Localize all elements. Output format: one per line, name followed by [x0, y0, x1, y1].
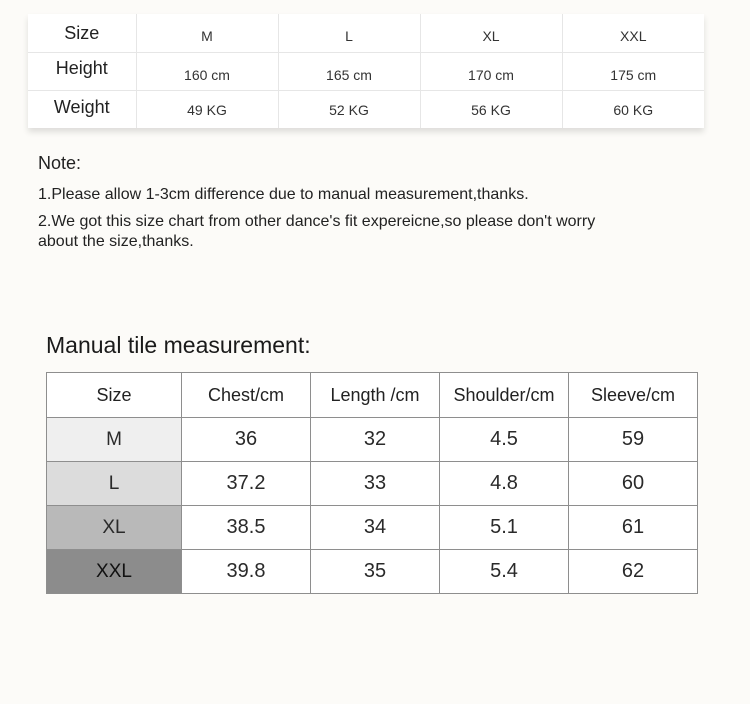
- measurement-header-row: [47, 373, 698, 418]
- chest-cell: 36: [182, 418, 311, 462]
- length-cell: 33: [311, 462, 440, 506]
- size-table: [28, 14, 704, 128]
- size-label-cell: L: [47, 462, 182, 506]
- size-label-cell: XXL: [47, 550, 182, 594]
- table-row: [47, 418, 698, 462]
- size-row-label: Size: [28, 14, 136, 53]
- column-header: Chest/cm: [182, 373, 311, 418]
- height-cell: 165 cm: [278, 53, 420, 91]
- chest-cell: 39.8: [182, 550, 311, 594]
- size-cell: L: [278, 14, 420, 53]
- weight-cell: 60 KG: [613, 101, 654, 118]
- height-row: [28, 53, 704, 91]
- table-row: [47, 462, 698, 506]
- shoulder-cell: 4.5: [440, 418, 569, 462]
- measurement-title: Manual tile measurement:: [46, 332, 311, 358]
- weight-cell: 49 KG: [136, 91, 278, 129]
- column-header: Size: [47, 373, 182, 418]
- length-cell: 35: [311, 550, 440, 594]
- note-title: Note:: [38, 153, 82, 173]
- weight-row-label: Weight: [28, 91, 136, 129]
- size-row: [28, 14, 704, 53]
- table-row: [47, 550, 698, 594]
- shoulder-cell: 4.8: [440, 462, 569, 506]
- column-header: Sleeve/cm: [569, 373, 698, 418]
- size-label-cell: M: [47, 418, 182, 462]
- height-cell: 170 cm: [420, 53, 562, 91]
- weight-row: [28, 91, 704, 129]
- size-label-cell: XL: [47, 506, 182, 550]
- shoulder-cell: 5.1: [440, 506, 569, 550]
- length-cell: 32: [311, 418, 440, 462]
- weight-cell: 52 KG: [278, 91, 420, 129]
- length-cell: 34: [311, 506, 440, 550]
- sleeve-cell: 62: [569, 550, 698, 594]
- note-item: 2.We got this size chart from other dance's fit expereicne,so please don't worry about the size,thanks.: [38, 213, 596, 250]
- sleeve-cell: 59: [569, 418, 698, 462]
- shoulder-cell: 5.4: [440, 550, 569, 594]
- weight-cell: 56 KG: [420, 91, 562, 129]
- chest-cell: 38.5: [182, 506, 311, 550]
- height-cell: 175 cm: [562, 53, 704, 91]
- size-cell: M: [136, 14, 278, 53]
- size-cell: XL: [420, 14, 562, 53]
- sleeve-cell: 60: [569, 462, 698, 506]
- table-row: [47, 506, 698, 550]
- measurement-table: [46, 372, 698, 594]
- sleeve-cell: 61: [569, 506, 698, 550]
- height-cell: 160 cm: [136, 53, 278, 91]
- column-header: Length /cm: [311, 373, 440, 418]
- size-cell: XXL: [562, 14, 704, 53]
- column-header: Shoulder/cm: [440, 373, 569, 418]
- height-row-label: Height: [28, 53, 136, 91]
- chest-cell: 37.2: [182, 462, 311, 506]
- note-item: 1.Please allow 1-3cm difference due to manual measurement,thanks.: [38, 186, 529, 203]
